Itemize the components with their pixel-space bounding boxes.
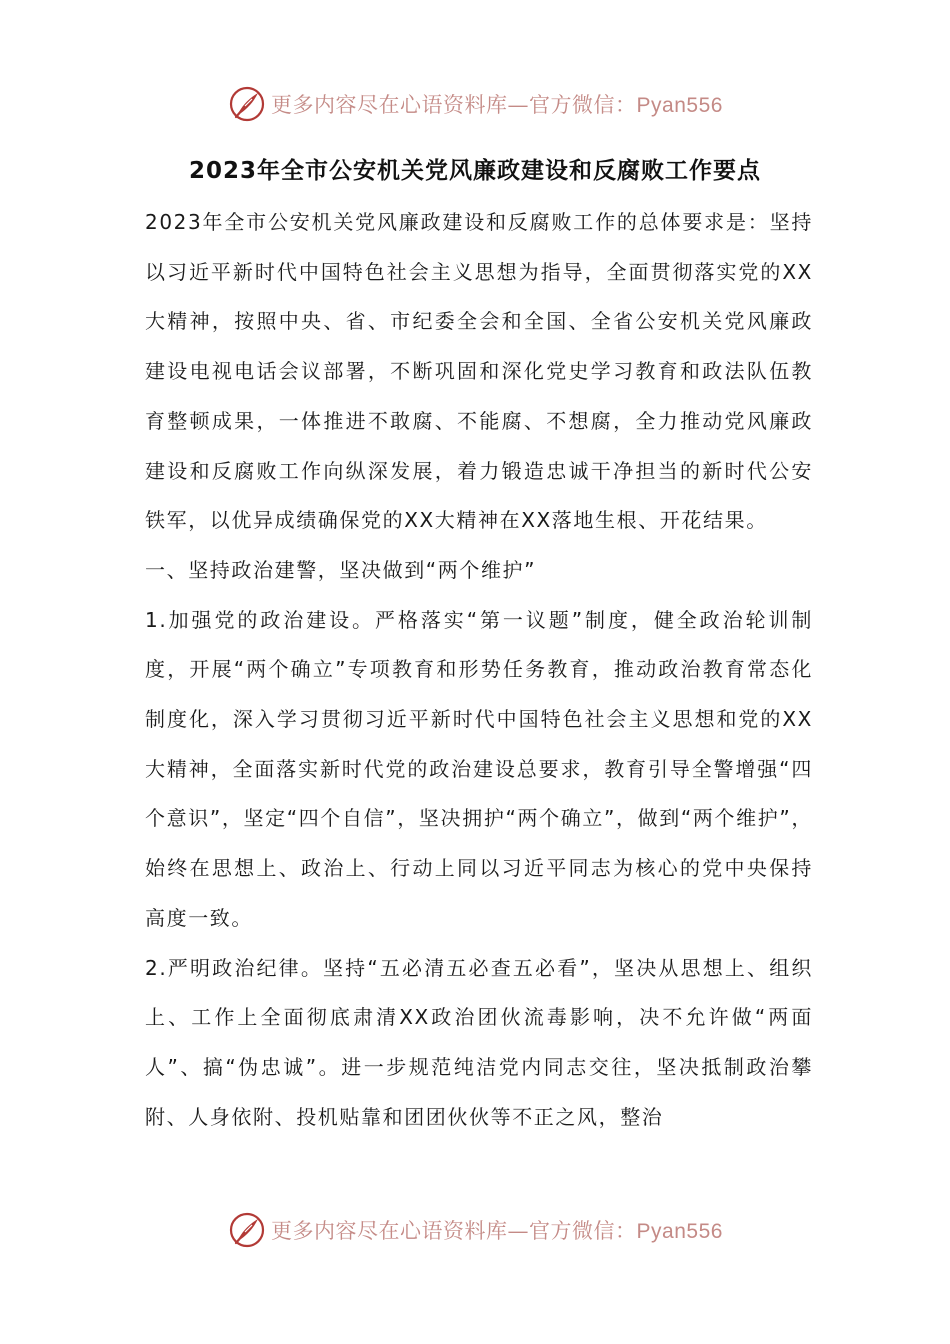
header-watermark-banner bbox=[0, 82, 950, 126]
paragraph-item-2: 2.严明政治纪律。坚持“五必清五必查五必看”，坚决从思想上、组织上、工作上全面彻底肃清XX政治团伙流毒影响，决不允许做“两面人”、搞“伪忠诚”。进一步规范纯洁党内同志交往，坚决抵制政治攀附、人身依附、投机贴靠和团团伙伙等不正之风，整治 bbox=[145, 955, 813, 1129]
section-heading-1: 一、坚持政治建警，坚决做到“两个维护” bbox=[145, 557, 537, 582]
wechat-id: Pyan556 bbox=[636, 1220, 723, 1243]
quill-logo-icon bbox=[227, 84, 267, 124]
wechat-id: Pyan556 bbox=[636, 94, 723, 117]
document-body bbox=[145, 198, 813, 1142]
watermark-text: 更多内容尽在心语资料库—官方微信：Pyan556 bbox=[271, 93, 723, 117]
document-title: 2023年全市公安机关党风廉政建设和反腐败工作要点 bbox=[188, 158, 761, 184]
footer-watermark-banner bbox=[0, 1208, 950, 1252]
paragraph-item-1: 1.加强党的政治建设。严格落实“第一议题”制度，健全政治轮训制度，开展“两个确立”专项教育和形势任务教育，推动政治教育常态化制度化，深入学习贯彻习近平新时代中国特色社会主义思想和党的XX大精神，全面落实新时代党的政治建设总要求，教育引导全警增强“四个意识”，坚定“四个自信”，坚决拥护“两个确立”，做到“两个维护”，始终在思想上、政治上、行动上同以习近平同志为核心的党中央保持高度一致。 bbox=[145, 607, 813, 930]
watermark-text: 更多内容尽在心语资料库—官方微信：Pyan556 bbox=[271, 1219, 723, 1243]
paragraph-overview: 2023年全市公安机关党风廉政建设和反腐败工作的总体要求是：坚持以习近平新时代中国特色社会主义思想为指导，全面贯彻落实党的XX大精神，按照中央、省、市纪委全会和全国、全省公安机关党风廉政建设电视电话会议部署，不断巩固和深化党史学习教育和政法队伍教育整顿成果，一体推进不敢腐、不能腐、不想腐，全力推动党风廉政建设和反腐败工作向纵深发展，着力锻造忠诚干净担当的新时代公安铁军，以优异成绩确保党的XX大精神在XX落地生根、开花结果。 bbox=[145, 210, 813, 533]
quill-logo-icon bbox=[227, 1210, 267, 1250]
